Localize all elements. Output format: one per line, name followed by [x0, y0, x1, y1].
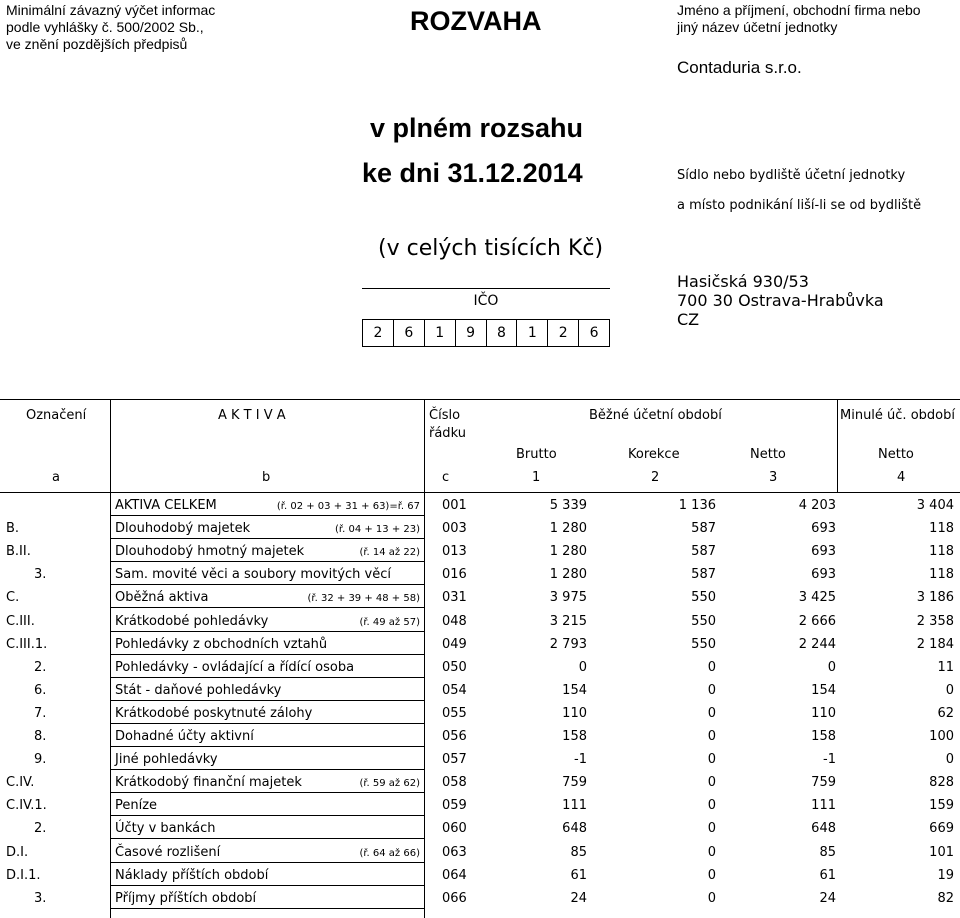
row-netto-prev: 3 186 — [916, 590, 954, 606]
row-netto-prev: 828 — [929, 775, 954, 791]
row-name: Časové rozlišení — [115, 844, 221, 860]
row-reference: (ř. 59 až 62) — [359, 778, 420, 790]
row-name: Dlouhodobý majetek — [115, 521, 251, 537]
row-brutto: 154 — [562, 682, 587, 698]
row-rule — [110, 677, 424, 678]
row-netto: 154 — [811, 682, 836, 698]
units-note: (v celých tisících Kč) — [378, 236, 604, 261]
row-brutto: 85 — [570, 844, 587, 860]
row-netto: 759 — [811, 775, 836, 791]
row-rule — [110, 815, 424, 816]
row-brutto: 24 — [570, 890, 587, 906]
col-letter: a — [52, 470, 60, 485]
row-designation: 2. — [34, 659, 47, 675]
row-brutto: 1 280 — [549, 521, 587, 537]
row-netto: 61 — [819, 867, 836, 883]
row-rule — [110, 561, 424, 562]
row-brutto: 110 — [562, 705, 587, 721]
row-rule — [110, 584, 424, 585]
legal-basis-line: podle vyhlášky č. 500/2002 Sb., — [6, 19, 204, 35]
row-number: 063 — [442, 844, 467, 860]
row-netto-prev: 82 — [937, 890, 954, 906]
row-name: Dohadné účty aktivní — [115, 729, 254, 744]
row-name: AKTIVA CELKEM — [115, 498, 217, 513]
row-rule — [110, 769, 424, 770]
row-name: Pohledávky - ovládající a řídící osoba — [115, 659, 355, 675]
row-number: 048 — [442, 613, 467, 629]
row-name: Pohledávky z obchodních vztahů — [115, 636, 328, 652]
row-korekce: 0 — [707, 705, 716, 721]
row-netto-prev: 62 — [937, 705, 954, 721]
row-number: 057 — [442, 752, 467, 768]
row-netto: 24 — [819, 890, 836, 906]
row-reference: (ř. 64 až 66) — [359, 847, 420, 859]
row-name: Dlouhodobý hmotný majetek — [115, 544, 305, 560]
row-number: 066 — [442, 890, 467, 906]
row-reference: (ř. 49 až 57) — [359, 616, 420, 628]
row-netto-prev: 2 358 — [916, 613, 954, 629]
row-korekce: 587 — [691, 544, 716, 560]
row-designation: C.III.1. — [6, 636, 48, 652]
row-name: Peníze — [115, 798, 158, 814]
ico-digit: 6 — [394, 320, 425, 347]
row-rule — [110, 862, 424, 863]
row-rule — [110, 723, 424, 724]
row-korekce: 0 — [707, 659, 716, 675]
row-brutto: 2 793 — [549, 636, 587, 652]
row-netto-prev: 669 — [929, 821, 954, 837]
row-rule — [110, 538, 424, 539]
row-number: 059 — [442, 798, 467, 814]
address — [677, 272, 884, 329]
row-netto: 2 244 — [798, 636, 836, 652]
row-name: Účty v bankách — [115, 821, 216, 837]
row-name: Krátkodobý finanční majetek — [115, 775, 302, 791]
row-number: 001 — [442, 498, 467, 513]
row-netto-prev: 159 — [929, 798, 954, 814]
ico-digit: 8 — [487, 320, 518, 347]
row-netto: 693 — [811, 544, 836, 560]
legal-basis — [6, 2, 215, 53]
row-netto-prev: 118 — [929, 567, 954, 583]
col-divider — [837, 399, 838, 492]
row-netto: 0 — [827, 659, 836, 675]
col-header-brutto: Brutto — [516, 447, 557, 462]
col-header-netto-prev: Netto — [878, 447, 914, 462]
row-rule — [110, 838, 424, 839]
col-header-cislo: Číslo — [429, 408, 461, 423]
row-netto: 4 203 — [798, 498, 836, 513]
row-name: Krátkodobé pohledávky — [115, 613, 269, 629]
row-netto-prev: 0 — [945, 682, 954, 698]
row-korekce: 550 — [691, 590, 716, 606]
date-heading: ke dni 31.12.2014 — [362, 158, 583, 188]
row-name: Jiné pohledávky — [115, 752, 218, 768]
row-name: Krátkodobé poskytnuté zálohy — [115, 705, 313, 721]
row-brutto: 1 280 — [549, 544, 587, 560]
row-name: Oběžná aktiva — [115, 590, 209, 606]
row-korekce: 0 — [707, 729, 716, 744]
row-korekce: 0 — [707, 890, 716, 906]
ico-box — [362, 288, 610, 347]
legal-basis-line: ve znění pozdějších předpisů — [6, 36, 188, 52]
legal-basis-line: Minimální závazný výčet informac — [6, 2, 216, 18]
row-number: 064 — [442, 867, 467, 883]
col-header-aktiva: A K T I V A — [218, 408, 286, 423]
row-number: 013 — [442, 544, 467, 560]
row-reference: (ř. 14 až 22) — [359, 547, 420, 559]
col-letter: c — [442, 470, 450, 485]
row-designation: C.IV.1. — [6, 798, 47, 814]
row-netto: 2 666 — [798, 613, 836, 629]
ico-digit: 1 — [425, 320, 456, 347]
row-netto-prev: 118 — [929, 521, 954, 537]
row-name: Příjmy příštích období — [115, 890, 257, 906]
row-rule — [110, 515, 424, 516]
row-designation: B.II. — [6, 544, 31, 560]
row-number: 016 — [442, 567, 467, 583]
row-designation: B. — [6, 521, 20, 537]
row-rule — [110, 792, 424, 793]
row-brutto: 759 — [562, 775, 587, 791]
address-line: 700 30 Ostrava-Hrabůvka — [677, 291, 884, 310]
row-designation: 6. — [34, 682, 47, 698]
ico-digit: 2 — [548, 320, 579, 347]
row-korekce: 587 — [691, 567, 716, 583]
row-designation: 3. — [34, 890, 47, 906]
row-designation: D.I. — [6, 844, 29, 860]
row-designation: D.I.1. — [6, 867, 41, 883]
table-top-rule — [0, 399, 960, 400]
row-netto-prev: 118 — [929, 544, 954, 560]
row-number: 058 — [442, 775, 467, 791]
ico-label: IČO — [473, 293, 499, 309]
row-brutto: -1 — [574, 752, 587, 768]
document-title: ROZVAHA — [410, 6, 542, 36]
row-brutto: 61 — [570, 867, 587, 883]
row-netto: -1 — [823, 752, 836, 768]
row-rule — [110, 607, 424, 608]
address-line: CZ — [677, 310, 700, 329]
col-letter: 3 — [769, 470, 778, 485]
row-korekce: 0 — [707, 798, 716, 814]
row-brutto: 3 975 — [549, 590, 587, 606]
row-netto-prev: 100 — [929, 729, 954, 744]
entity-caption-line: jiný název účetní jednotky — [677, 19, 838, 35]
col-header-oznaceni: Označení — [26, 408, 87, 423]
row-number: 056 — [442, 729, 467, 744]
entity-caption-line: Jméno a příjmení, obchodní firma nebo — [677, 2, 921, 18]
row-netto: 693 — [811, 567, 836, 583]
row-name: Stát - daňové pohledávky — [115, 682, 282, 698]
row-number: 003 — [442, 521, 467, 537]
row-rule — [110, 654, 424, 655]
row-rule — [110, 700, 424, 701]
row-brutto: 648 — [562, 821, 587, 837]
row-number: 055 — [442, 705, 467, 721]
row-netto: 110 — [811, 705, 836, 721]
row-number: 060 — [442, 821, 467, 837]
row-korekce: 0 — [707, 682, 716, 698]
row-name: Sam. movité věci a soubory movitých věcí — [115, 567, 392, 583]
row-designation: 9. — [34, 752, 47, 768]
row-number: 054 — [442, 682, 467, 698]
col-letter: 2 — [651, 470, 660, 485]
row-reference: (ř. 04 + 13 + 23) — [335, 524, 420, 536]
row-netto-prev: 2 184 — [916, 636, 954, 652]
address-line: Hasičská 930/53 — [677, 272, 809, 291]
row-netto-prev: 101 — [929, 844, 954, 860]
row-brutto: 3 215 — [549, 613, 587, 629]
entity-name-caption — [677, 2, 921, 36]
row-korekce: 550 — [691, 636, 716, 652]
row-korekce: 587 — [691, 521, 716, 537]
row-designation: 7. — [34, 705, 47, 721]
ico-digit: 9 — [456, 320, 487, 347]
ico-digit: 2 — [362, 320, 394, 347]
col-letter: 1 — [532, 470, 541, 485]
col-header-previous-period: Minulé úč. období — [840, 408, 955, 423]
table-header-rule — [0, 492, 960, 493]
row-brutto: 158 — [562, 729, 587, 744]
col-letter: b — [262, 470, 271, 485]
scope-heading: v plném rozsahu — [370, 113, 584, 143]
ico-digit: 6 — [579, 320, 610, 347]
row-netto: 85 — [819, 844, 836, 860]
ico-digit: 1 — [517, 320, 548, 347]
row-brutto: 0 — [578, 659, 587, 675]
row-designation: C.IV. — [6, 775, 35, 791]
row-netto-prev: 19 — [937, 867, 954, 883]
col-header-radku: řádku — [429, 426, 466, 441]
row-korekce: 550 — [691, 613, 716, 629]
col-header-current-period: Běžné účetní období — [589, 408, 722, 423]
col-header-korekce: Korekce — [628, 447, 680, 462]
row-rule — [110, 746, 424, 747]
row-netto-prev: 11 — [937, 659, 954, 675]
row-reference: (ř. 02 + 03 + 31 + 63)=ř. 67 — [276, 501, 420, 512]
seat-caption-2: a místo podnikání liší-li se od bydliště — [677, 198, 922, 213]
row-designation: C.III. — [6, 613, 35, 629]
row-korekce: 0 — [707, 867, 716, 883]
col-header-netto: Netto — [750, 447, 786, 462]
row-netto: 111 — [811, 798, 836, 814]
row-number: 049 — [442, 636, 467, 652]
row-netto: 648 — [811, 821, 836, 837]
row-number: 050 — [442, 659, 467, 675]
row-brutto: 5 339 — [549, 498, 587, 513]
seat-caption: Sídlo nebo bydliště účetní jednotky — [677, 168, 906, 183]
row-designation: 2. — [34, 821, 47, 837]
row-brutto: 1 280 — [549, 567, 587, 583]
row-korekce: 0 — [707, 752, 716, 768]
row-korekce: 1 136 — [678, 498, 716, 513]
row-brutto: 111 — [562, 798, 587, 814]
row-designation: 8. — [34, 729, 47, 744]
row-netto-prev: 3 404 — [916, 498, 954, 513]
row-netto: 693 — [811, 521, 836, 537]
row-korekce: 0 — [707, 821, 716, 837]
company-name: Contaduria s.r.o. — [677, 58, 802, 77]
row-korekce: 0 — [707, 775, 716, 791]
row-rule — [110, 908, 424, 909]
row-korekce: 0 — [707, 844, 716, 860]
ico-digits — [362, 319, 610, 347]
row-name: Náklady příštích období — [115, 867, 269, 883]
row-rule — [110, 885, 424, 886]
row-netto: 3 425 — [798, 590, 836, 606]
row-reference: (ř. 32 + 39 + 48 + 58) — [307, 593, 420, 605]
row-rule — [110, 631, 424, 632]
row-designation: C. — [6, 590, 20, 606]
row-number: 031 — [442, 590, 467, 606]
row-designation: 3. — [34, 567, 47, 583]
col-letter: 4 — [897, 470, 906, 485]
row-netto-prev: 0 — [945, 752, 954, 768]
row-netto: 158 — [811, 729, 836, 744]
